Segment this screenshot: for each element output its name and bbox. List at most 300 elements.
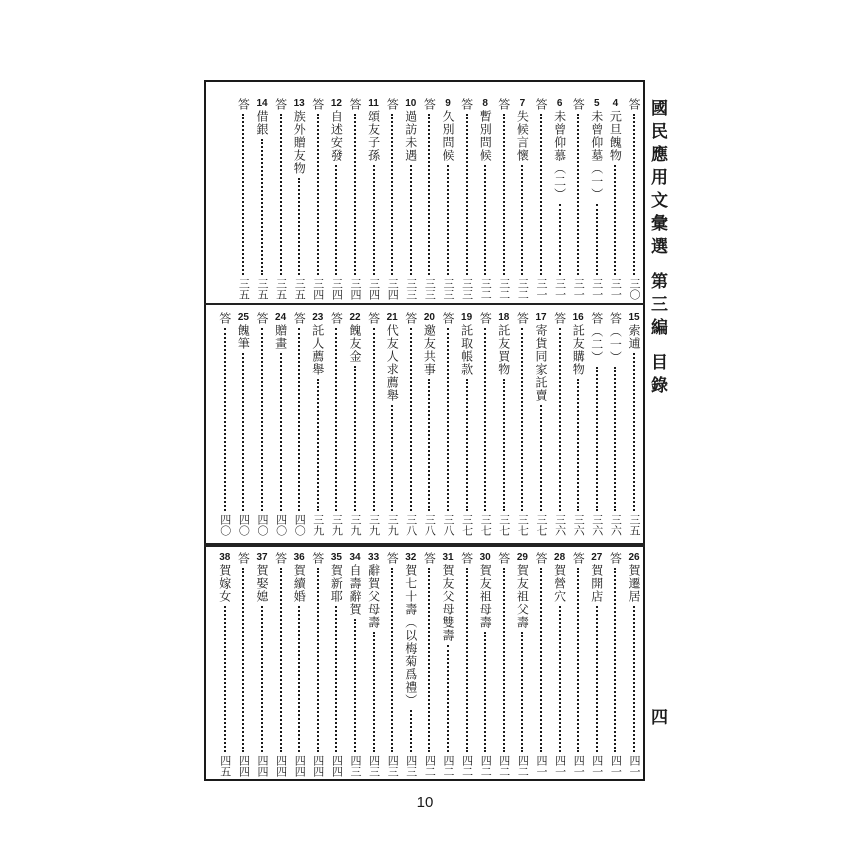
toc-entry <box>457 312 477 536</box>
toc-entry <box>438 312 458 536</box>
leader-dots <box>391 568 393 752</box>
entry-page-number: 三三 <box>423 278 437 300</box>
entry-page-number: 三五 <box>237 278 251 300</box>
entry-number: 16 <box>572 312 584 323</box>
entry-title: 答 <box>348 98 362 111</box>
page-footer-number: 10 <box>416 794 434 811</box>
entry-number: 21 <box>386 312 398 323</box>
entry-number: 15 <box>628 312 640 323</box>
entry-title: 賀續婚 <box>292 564 307 603</box>
toc-entry <box>345 312 365 536</box>
toc-entry <box>326 98 346 300</box>
toc-entry <box>382 552 402 777</box>
entry-title: 託友購物 <box>571 324 586 376</box>
entry-title: 過訪未遇 <box>403 110 418 162</box>
entry-page-number: 四五 <box>218 755 232 777</box>
entry-title: 賀七十壽（以梅菊爲禮） <box>403 564 418 707</box>
leader-dots <box>354 114 356 275</box>
toc-entry <box>550 98 570 300</box>
entry-number: 28 <box>554 552 566 563</box>
book-title: 國民應用文彙選 第三編 目錄 <box>647 99 667 399</box>
entry-title: 答 <box>459 552 474 565</box>
entry-number: 23 <box>312 312 324 323</box>
leader-dots <box>317 114 319 275</box>
entry-page-number: 四〇 <box>218 514 232 536</box>
leader-dots <box>559 328 561 511</box>
entry-title: 答 <box>478 312 493 325</box>
leader-dots <box>410 165 412 275</box>
entry-page-number: 四二 <box>516 755 530 777</box>
leader-dots <box>614 568 616 752</box>
entry-title: 答 <box>422 98 437 111</box>
toc-entry <box>587 98 607 300</box>
entry-page-number: 四二 <box>479 755 493 777</box>
entry-title: 答 <box>515 312 530 325</box>
entry-page-number: 四一 <box>628 755 641 777</box>
entry-title: 答 <box>459 98 474 111</box>
leader-dots <box>410 710 412 752</box>
entry-page-number: 三五 <box>274 278 288 300</box>
leader-dots <box>428 379 430 511</box>
toc-band-2 <box>206 312 643 536</box>
entry-title: 答 <box>329 312 344 325</box>
toc-entry <box>382 312 402 536</box>
entry-number: 9 <box>445 98 451 109</box>
leader-dots <box>614 165 616 275</box>
entry-page-number: 四四 <box>256 755 269 777</box>
entry-page-number: 四四 <box>293 755 307 777</box>
entry-title: 答 <box>571 98 586 111</box>
toc-entry <box>271 98 291 300</box>
band-divider-2 <box>204 543 645 547</box>
entry-page-number: 三五 <box>256 278 269 300</box>
entry-page-number: 四一 <box>590 755 604 777</box>
toc-entry <box>308 312 328 536</box>
entry-number: 18 <box>498 312 510 323</box>
entry-number: 25 <box>237 312 249 323</box>
leader-dots <box>298 178 300 275</box>
leader-dots <box>280 353 282 511</box>
toc-entry <box>252 552 272 777</box>
entry-title: 借銀 <box>255 110 269 136</box>
entry-page-number: 四〇 <box>256 514 269 536</box>
leader-dots <box>503 114 505 275</box>
entry-page-number: 三一 <box>535 278 548 300</box>
toc-entry <box>531 98 551 300</box>
toc-entry <box>531 552 551 777</box>
entry-title: 答 <box>627 98 641 111</box>
entry-title: 元旦餽物 <box>608 110 623 162</box>
entry-number: 24 <box>275 312 287 323</box>
leader-dots <box>373 165 375 275</box>
entry-title: 賀營穴 <box>552 564 567 603</box>
leader-dots <box>373 328 375 511</box>
toc-entry <box>568 312 588 536</box>
toc-entry <box>401 98 421 300</box>
leader-dots <box>447 645 449 752</box>
entry-page-number: 三七 <box>497 514 511 536</box>
entry-title: 答 <box>496 552 511 565</box>
toc-entry <box>512 98 532 300</box>
entry-title: 自述安發 <box>329 110 344 162</box>
toc-entry <box>252 312 272 536</box>
entry-title: 託取帳款 <box>459 324 474 376</box>
toc-entry <box>233 552 253 777</box>
entry-title: 答 <box>217 312 232 325</box>
leader-dots <box>484 165 486 275</box>
leader-dots <box>428 114 430 275</box>
entry-page-number: 三一 <box>590 278 604 300</box>
entry-page-number: 三三 <box>442 278 455 300</box>
leader-dots <box>317 379 319 511</box>
toc-entry <box>624 98 644 300</box>
toc-entry <box>475 312 495 536</box>
entry-page-number: 三四 <box>330 278 344 300</box>
leader-dots <box>410 328 412 511</box>
leader-dots <box>596 204 598 275</box>
entry-page-number: 三〇 <box>628 278 641 300</box>
entry-number: 27 <box>591 552 603 563</box>
entry-title: 未曾仰慕（二） <box>552 110 567 201</box>
leader-dots <box>335 328 337 511</box>
leader-dots <box>577 114 579 275</box>
entry-page-number: 四二 <box>460 755 474 777</box>
leader-dots <box>391 405 393 511</box>
leader-dots <box>280 568 282 752</box>
entry-title: 餽友金 <box>348 324 362 363</box>
entry-page-number: 四〇 <box>293 514 307 536</box>
entry-number: 11 <box>368 98 379 109</box>
leader-dots <box>596 367 598 511</box>
entry-title: 答 <box>385 98 400 111</box>
entry-title: 賀開店 <box>589 564 604 603</box>
entry-title: 失候言懷 <box>515 110 530 162</box>
entry-page-number: 三二 <box>516 278 530 300</box>
entry-page-number: 三三 <box>460 278 474 300</box>
leader-dots <box>298 606 300 752</box>
toc-entry <box>494 98 514 300</box>
entry-title: 答 <box>236 98 251 111</box>
entry-number: 12 <box>330 98 342 109</box>
toc-entry <box>438 552 458 777</box>
entry-page-number: 三七 <box>479 514 493 536</box>
entry-title: 索逋 <box>627 324 641 350</box>
toc-entry <box>457 98 477 300</box>
entry-number: 32 <box>405 552 417 563</box>
leader-dots <box>521 328 523 511</box>
leader-dots <box>577 379 579 511</box>
entry-page-number: 三一 <box>609 278 623 300</box>
entry-number: 10 <box>405 98 417 109</box>
entry-title: 答 <box>403 312 418 325</box>
leader-dots <box>224 606 226 752</box>
entry-page-number: 三九 <box>386 514 400 536</box>
toc-entry <box>475 552 495 777</box>
entry-number: 19 <box>461 312 473 323</box>
leader-dots <box>577 568 579 752</box>
entry-title: 託人薦舉 <box>310 324 325 376</box>
toc-entry <box>494 552 514 777</box>
entry-page-number: 四三 <box>367 755 381 777</box>
entry-title: 邀友共事 <box>422 324 437 376</box>
entry-title: 賀友祖父壽 <box>515 564 530 629</box>
entry-title: 答（二） <box>589 312 604 364</box>
entry-title: 答 <box>310 552 325 565</box>
entry-page-number: 三九 <box>367 514 381 536</box>
band-divider-1 <box>204 303 645 305</box>
entry-number: 31 <box>442 552 454 563</box>
toc-entry <box>215 312 235 536</box>
toc-entry <box>587 552 607 777</box>
entry-number: 38 <box>219 552 231 563</box>
entry-number: 5 <box>594 98 600 109</box>
entry-title: 暫別問候 <box>478 110 493 162</box>
entry-title: 答 <box>571 552 586 565</box>
toc-entry <box>624 552 644 777</box>
entry-title: 答 <box>310 98 325 111</box>
entry-number: 36 <box>293 552 305 563</box>
entry-number: 26 <box>628 552 640 563</box>
entry-title: 答 <box>366 312 381 325</box>
entry-number: 8 <box>482 98 488 109</box>
leader-dots <box>484 328 486 511</box>
entry-title: 託友買物 <box>496 324 511 376</box>
entry-page-number: 三四 <box>349 278 362 300</box>
entry-title: 答 <box>534 552 548 565</box>
toc-entry <box>215 552 235 777</box>
entry-page-number: 四二 <box>497 755 511 777</box>
entry-number: 20 <box>423 312 435 323</box>
leader-dots <box>521 632 523 752</box>
entry-page-number: 三九 <box>330 514 344 536</box>
entry-title: 答 <box>441 312 455 325</box>
entry-page-number: 三六 <box>553 514 567 536</box>
toc-entry <box>308 552 328 777</box>
entry-page-number: 三七 <box>535 514 548 536</box>
entry-number: 22 <box>349 312 361 323</box>
entry-page-number: 三四 <box>367 278 381 300</box>
toc-entry <box>308 98 328 300</box>
leader-dots <box>242 568 244 752</box>
toc-entry <box>605 552 625 777</box>
entry-number: 7 <box>519 98 526 109</box>
toc-entry <box>624 312 644 536</box>
entry-page-number: 四一 <box>553 755 567 777</box>
toc-entry <box>364 98 384 300</box>
toc-entry <box>419 312 439 536</box>
entry-number: 35 <box>330 552 342 563</box>
entry-title: 頌友子孫 <box>366 110 381 162</box>
leader-dots <box>447 328 449 511</box>
leader-dots <box>633 114 635 275</box>
toc-entry <box>457 552 477 777</box>
leader-dots <box>540 405 542 511</box>
leader-dots <box>559 606 561 752</box>
toc-entry <box>233 312 253 536</box>
toc-entry <box>605 312 625 536</box>
entry-page-number: 四〇 <box>274 514 288 536</box>
toc-entry <box>512 552 532 777</box>
entry-page-number: 三三 <box>404 278 418 300</box>
leader-dots <box>335 606 337 752</box>
entry-page-number: 四二 <box>423 755 437 777</box>
leader-dots <box>242 114 244 275</box>
entry-title: 餽筆 <box>236 324 251 350</box>
entry-title: 代友人求薦舉 <box>385 324 400 402</box>
toc-entry <box>587 312 607 536</box>
entry-page-number: 四一 <box>572 755 586 777</box>
leader-dots <box>280 114 282 275</box>
entry-page-number: 三二 <box>479 278 493 300</box>
entry-title: 答（一） <box>608 312 623 364</box>
toc-entry <box>345 552 365 777</box>
toc-entry <box>419 552 439 777</box>
entry-page-number: 三九 <box>311 514 325 536</box>
entry-page-number: 四三 <box>386 755 400 777</box>
entry-page-number: 四四 <box>330 755 344 777</box>
toc-entry <box>550 552 570 777</box>
toc-entry <box>475 98 495 300</box>
toc-entry <box>271 552 291 777</box>
leader-dots <box>484 632 486 752</box>
leader-dots <box>261 606 263 752</box>
leader-dots <box>373 632 375 752</box>
toc-band-3 <box>206 552 643 777</box>
leader-dots <box>224 328 226 511</box>
entry-title: 贈畫 <box>273 324 288 350</box>
entry-page-number: 三六 <box>609 514 623 536</box>
toc-entry <box>531 312 551 536</box>
leader-dots <box>261 139 263 275</box>
leader-dots <box>391 114 393 275</box>
leader-dots <box>521 165 523 275</box>
entry-title: 答 <box>385 552 400 565</box>
leader-dots <box>298 328 300 511</box>
entry-title: 賀新耶 <box>329 564 344 603</box>
toc-entry <box>289 98 309 300</box>
entry-title: 答 <box>552 312 567 325</box>
leader-dots <box>503 379 505 511</box>
toc-entry <box>568 98 588 300</box>
entry-title: 答 <box>292 312 307 325</box>
entry-title: 答 <box>608 552 623 565</box>
entry-page-number: 四三 <box>404 755 418 777</box>
entry-page-number: 三五 <box>628 514 641 536</box>
leader-dots <box>354 366 356 511</box>
entry-title: 賀友祖母壽 <box>478 564 493 629</box>
entry-page-number: 四三 <box>349 755 362 777</box>
entry-number: 17 <box>535 312 547 323</box>
leader-dots <box>596 606 598 752</box>
entry-number: 4 <box>612 98 619 109</box>
entry-title: 賀遷居 <box>627 564 641 603</box>
toc-entry <box>568 552 588 777</box>
toc-band-1 <box>206 98 643 300</box>
entry-page-number: 三八 <box>423 514 437 536</box>
entry-title: 久別問候 <box>441 110 455 162</box>
toc-entry <box>252 98 272 300</box>
toc-entry <box>382 98 402 300</box>
leader-dots <box>466 568 468 752</box>
toc-entry <box>289 552 309 777</box>
entry-number: 6 <box>556 98 563 109</box>
entry-page-number: 三一 <box>572 278 586 300</box>
entry-page-number: 三五 <box>293 278 307 300</box>
leader-dots <box>633 353 635 511</box>
entry-title: 賀嫁女 <box>217 564 232 603</box>
entry-page-number: 四〇 <box>237 514 251 536</box>
entry-title: 寄貨同家託賣 <box>534 324 548 402</box>
entry-page-number: 四二 <box>442 755 455 777</box>
entry-page-number: 四四 <box>274 755 288 777</box>
entry-title: 答 <box>422 552 437 565</box>
entry-page-number: 三一 <box>553 278 567 300</box>
toc-entry <box>345 98 365 300</box>
entry-page-number: 三四 <box>311 278 325 300</box>
entry-page-number: 三六 <box>590 514 604 536</box>
toc-entry <box>326 312 346 536</box>
entry-title: 賀友父母雙壽 <box>441 564 455 642</box>
leader-dots <box>242 353 244 511</box>
leader-dots <box>540 114 542 275</box>
entry-title: 答 <box>236 552 251 565</box>
toc-entry <box>271 312 291 536</box>
entry-title: 答 <box>273 552 288 565</box>
entry-title: 自壽辭賀 <box>348 564 362 616</box>
entry-number: 37 <box>256 552 268 563</box>
entry-page-number: 三四 <box>386 278 400 300</box>
toc-entry <box>364 552 384 777</box>
toc-entry <box>419 98 439 300</box>
leader-dots <box>503 568 505 752</box>
leader-dots <box>466 379 468 511</box>
entry-page-number: 三六 <box>572 514 586 536</box>
leader-dots <box>447 165 449 275</box>
entry-page-number: 三七 <box>516 514 530 536</box>
entry-page-number: 四一 <box>609 755 623 777</box>
entry-number: 14 <box>256 98 268 109</box>
leader-dots <box>261 328 263 511</box>
toc-entry <box>605 98 625 300</box>
toc-entry <box>364 312 384 536</box>
entry-page-number: 四一 <box>535 755 548 777</box>
entry-page-number: 三二 <box>497 278 511 300</box>
toc-entry <box>550 312 570 536</box>
entry-title: 辭賀父母壽 <box>366 564 381 629</box>
leader-dots <box>335 165 337 275</box>
entry-title: 族外贈友物 <box>292 110 307 175</box>
entry-page-number: 四四 <box>237 755 251 777</box>
entry-title: 答 <box>273 98 288 111</box>
leader-dots <box>428 568 430 752</box>
entry-page-number: 三八 <box>442 514 455 536</box>
toc-entry <box>233 98 253 300</box>
entry-page-number: 三七 <box>460 514 474 536</box>
entry-title: 答 <box>496 98 511 111</box>
leader-dots <box>633 606 635 752</box>
entry-title: 答 <box>534 98 548 111</box>
side-page-number: 四 <box>647 708 667 725</box>
leader-dots <box>614 367 616 511</box>
entry-title: 賀娶媳 <box>255 564 269 603</box>
leader-dots <box>466 114 468 275</box>
entry-page-number: 四四 <box>311 755 325 777</box>
leader-dots <box>540 568 542 752</box>
entry-page-number: 三八 <box>404 514 418 536</box>
entry-number: 33 <box>368 552 380 563</box>
toc-entry <box>512 312 532 536</box>
entry-title: 答 <box>255 312 269 325</box>
